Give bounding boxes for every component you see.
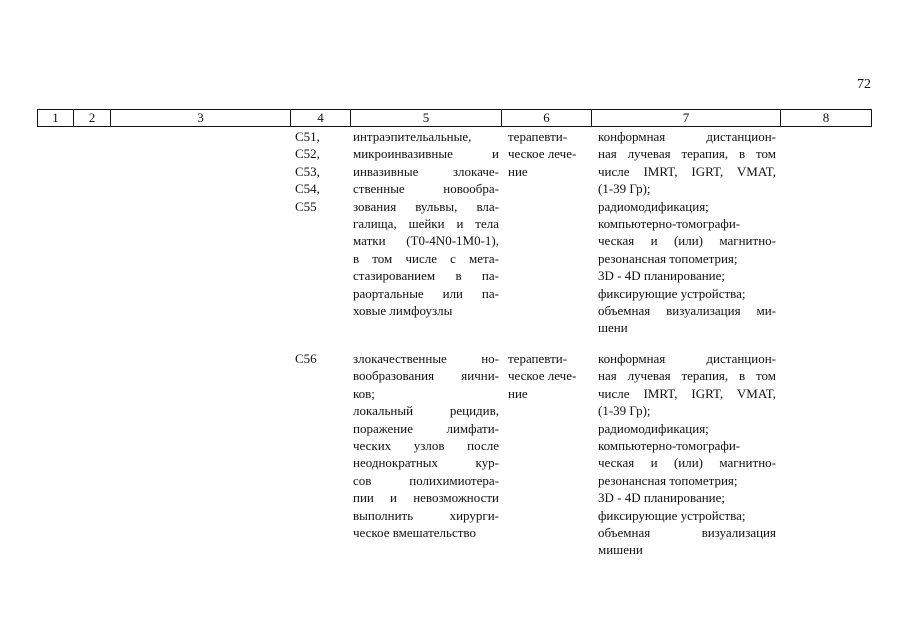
treatment-method [598,128,776,337]
description-line: локальный рецидив, [353,403,499,419]
treatment-line: ние [508,163,528,179]
page-number: 72 [857,77,871,92]
column-header-cell: 3 [111,110,291,127]
diagnosis-codes [295,350,347,367]
description-line: раортальные или па- [353,285,499,301]
description-line: злокачественные но- [353,351,499,366]
method-line: радиомодификация; [598,198,709,214]
code-line: C51, [295,129,320,144]
method-line: (1-39 Гр); [598,181,651,197]
method-line: объемная визуализация ми- [598,303,776,319]
method-line: фиксирующие устройства; [598,507,746,523]
treatment-line: терапевти- [508,129,568,144]
treatment-line: ческое лече- [508,146,577,162]
method-line: резонансная топометрия; [598,472,738,488]
treatment-method [598,350,776,559]
treatment-type [508,128,590,180]
description-line: зования вульвы, вла- [353,198,499,214]
method-line: резонансная топометрия; [598,250,738,266]
description-line: матки (T0-4N0-1M0-1), [353,233,499,249]
method-line: ческая и (или) магнитно- [598,455,776,471]
method-line: числе IMRT, IGRT, VMAT, [598,163,776,179]
description-line: стазированием в па- [353,268,499,284]
description-line: микроинвазивные и [353,146,499,162]
method-line: ческая и (или) магнитно- [598,233,776,249]
method-line: (1-39 Гр); [598,403,651,419]
description-line: ческое вмешательство [353,525,476,541]
description-line: поражение лимфати- [353,420,499,436]
column-header-cell: 7 [592,110,781,127]
method-line: компьютерно-томографи- [598,216,741,232]
description-line: галища, шейки и тела [353,216,499,232]
disease-description [353,128,499,319]
description-line: ственные новообра- [353,181,499,197]
description-line: сов полихимиотера- [353,472,499,488]
description-line: ческих узлов после [353,438,499,454]
method-line: 3D - 4D планирование; [598,268,726,284]
treatment-line: терапевти- [508,351,568,366]
column-header-cell: 5 [351,110,502,127]
code-line: C54, [295,181,320,197]
column-header-cell: 4 [291,110,351,127]
description-line: ховые лимфоузлы [353,303,453,319]
code-line: C53, [295,163,320,179]
column-header-cell: 2 [74,110,111,127]
description-line: вообразования яични- [353,368,499,384]
method-line: ная лучевая терапия, в том [598,146,776,162]
column-header-cell: 1 [38,110,74,127]
method-line: мишени [598,542,643,558]
description-line: интраэпительальные, [353,129,472,144]
method-line: ная лучевая терапия, в том [598,368,776,384]
method-line: объемная визуализация [598,525,776,541]
description-line: неоднократных кур- [353,455,499,471]
description-line: выполнить хирурги- [353,507,499,523]
method-line: компьютерно-томографи- [598,438,741,454]
method-line: конформная дистанцион- [598,351,776,366]
diagnosis-codes [295,128,347,215]
column-header-cell: 8 [781,110,872,127]
column-header-cell: 6 [502,110,592,127]
method-line: числе IMRT, IGRT, VMAT, [598,385,776,401]
method-line: конформная дистанцион- [598,129,776,144]
column-header-row [38,110,872,127]
description-line: инвазивные злокаче- [353,163,499,179]
description-line: пии и невозможности [353,490,499,506]
code-line: C55 [295,198,317,214]
treatment-line: ние [508,385,528,401]
treatment-type [508,350,590,402]
description-line: в том числе с мета- [353,250,499,266]
code-line: C56 [295,351,317,366]
column-header-table [37,109,872,127]
treatment-line: ческое лече- [508,368,577,384]
description-line: ков; [353,385,375,401]
disease-description [353,350,499,541]
method-line: шени [598,320,628,336]
code-line: C52, [295,146,320,162]
method-line: радиомодификация; [598,420,709,436]
method-line: 3D - 4D планирование; [598,490,726,506]
method-line: фиксирующие устройства; [598,285,746,301]
